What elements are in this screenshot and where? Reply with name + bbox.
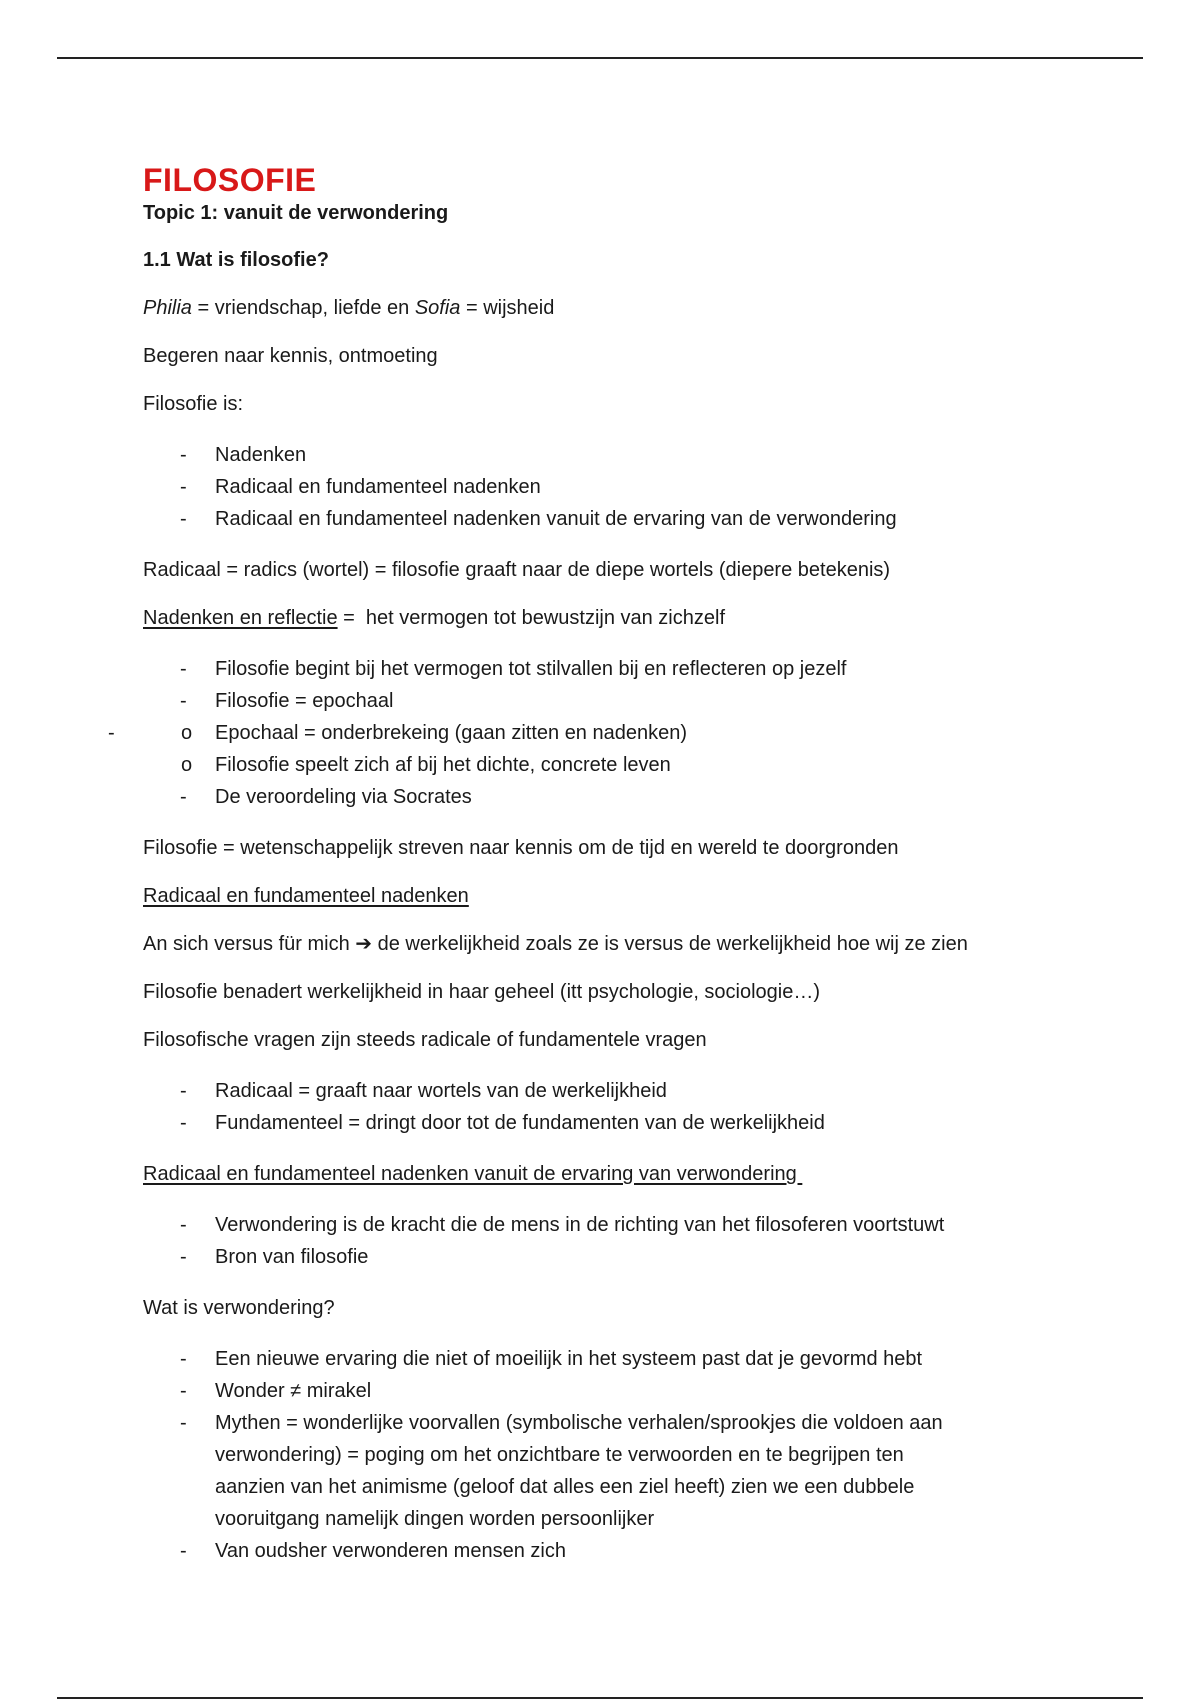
philia-line [143, 295, 1103, 321]
list-item: - Een nieuwe ervaring die niet of moeilijk in het systeem past dat je gevormd hebt [143, 1343, 1103, 1375]
mythen-line: verwondering) = poging om het onzichtbare te verwoorden en te begrijpen ten [215, 1444, 904, 1466]
list-item: - Nadenken [143, 439, 1103, 471]
list-item: - De veroordeling via Socrates [143, 781, 1103, 813]
list-wat-is-verwondering [143, 1343, 1103, 1567]
sofia-def: = wijsheid [460, 297, 555, 319]
list-item: - Radicaal = graaft naar wortels van de werkelijkheid [143, 1075, 1103, 1107]
list-item: - Van oudsher verwonderen mensen zich [143, 1535, 1103, 1567]
mythen-line: - Mythen = wonderlijke voorvallen (symbolische verhalen/sprookjes die voldoen aan [215, 1412, 943, 1434]
list-item-mythen [143, 1407, 1103, 1535]
list-item [143, 685, 1103, 717]
mythen-line: aanzien van het animisme (geloof dat alles een ziel heeft) zien we een dubbele [215, 1476, 915, 1498]
list-verwondering [143, 1209, 1103, 1273]
topic-heading: Topic 1: vanuit de verwondering [143, 202, 449, 224]
nadenken-label: Nadenken en reflectie [143, 607, 338, 629]
philia-term: Philia [143, 297, 192, 319]
paragraph-radicaal: Radicaal = radics (wortel) = filosofie graaft naar de diepe wortels (diepere betekenis) [143, 559, 891, 581]
list-item: - Radicaal en fundamenteel nadenken vanuit de ervaring van de verwondering [143, 503, 1103, 535]
paragraph-vragen: Filosofische vragen zijn steeds radicale of fundamentele vragen [143, 1029, 707, 1051]
section-heading: 1.1 Wat is filosofie? [143, 249, 329, 271]
philia-def: = vriendschap, liefde en [191, 297, 415, 319]
list-item: - Wonder ≠ mirakel [143, 1375, 1103, 1407]
top-rule [57, 57, 1143, 59]
paragraph-wat-is-verwondering: Wat is verwondering? [143, 1297, 335, 1319]
list-radicaal-fundamenteel [143, 1075, 1103, 1139]
list-item: - Bron van filosofie [143, 1241, 1103, 1273]
sublist-item: o Filosofie speelt zich af bij het dichte, concrete leven [71, 749, 1103, 781]
document-title: FILOSOFIE [143, 162, 317, 198]
paragraph-filosofie-is: Filosofie is: [143, 393, 244, 415]
paragraph-an-sich: An sich versus für mich ➔ de werkelijkheid zoals ze is versus de werkelijkheid hoe wij ze zien [143, 933, 968, 955]
list-item-text: Filosofie = epochaal [215, 690, 394, 712]
list-nadenken [143, 653, 1103, 813]
paragraph-wetenschap: Filosofie = wetenschappelijk streven naar kennis om de tijd en wereld te doorgronden [143, 837, 899, 859]
sofia-term: Sofia [414, 297, 461, 319]
mythen-line: vooruitgang namelijk dingen worden persoonlijker [215, 1508, 655, 1530]
sublist-epochaal [71, 717, 1103, 781]
list-item: - Fundamenteel = dringt door tot de fundamenten van de werkelijkheid [143, 1107, 1103, 1139]
sublist-wrapper [71, 717, 1103, 781]
list-item: - Filosofie begint bij het vermogen tot stilvallen bij en reflecteren op jezelf [143, 653, 1103, 685]
paragraph-begeren: Begeren naar kennis, ontmoeting [143, 345, 438, 367]
bottom-rule [57, 1697, 1143, 1699]
subheading-radicaal: Radicaal en fundamenteel nadenken [143, 885, 469, 907]
subheading-verwondering: Radicaal en fundamenteel nadenken vanuit de ervaring van verwondering [143, 1163, 803, 1185]
sublist-item: o - Epochaal = onderbrekeing (gaan zitten en nadenken) [71, 717, 1103, 749]
paragraph-benadert: Filosofie benadert werkelijkheid in haar geheel (itt psychologie, sociologie…) [143, 981, 821, 1003]
nadenken-rest: = het vermogen tot bewustzijn van zichzelf [337, 607, 725, 629]
list-filosofie-is [143, 439, 1103, 535]
nadenken-line [143, 605, 1103, 631]
list-item: - Verwondering is de kracht die de mens in de richting van het filosoferen voortstuwt [143, 1209, 1103, 1241]
document-body [143, 160, 1103, 1589]
list-item: - Radicaal en fundamenteel nadenken [143, 471, 1103, 503]
